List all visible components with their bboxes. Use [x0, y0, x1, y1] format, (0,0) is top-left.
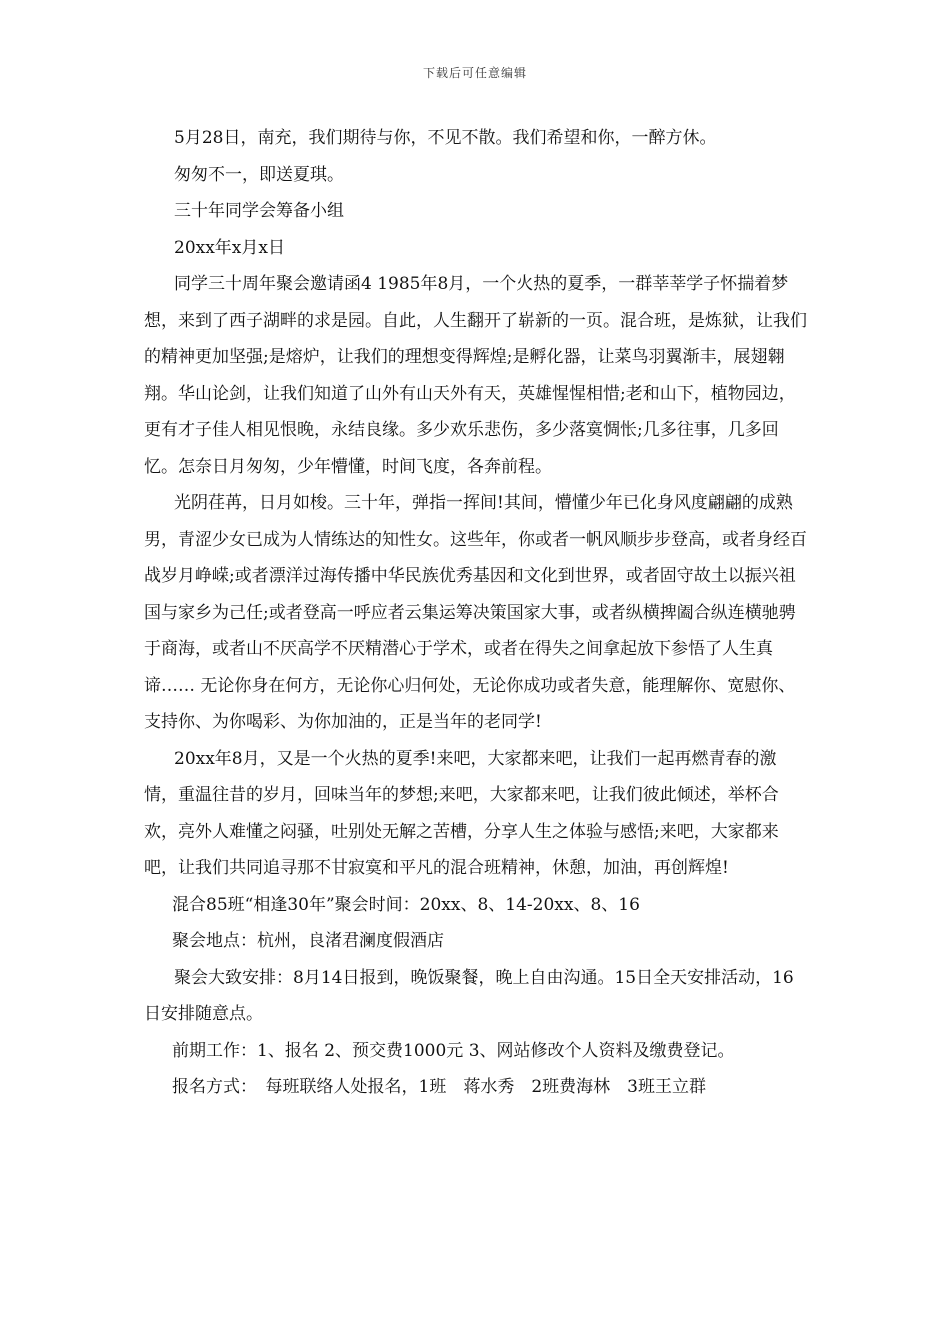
paragraph-reunion-call: 20xx年8月，又是一个火热的夏季!来吧，大家都来吧，让我们一起再燃青春的激情，重温往昔的岁月，回味当年的梦想;来吧，大家都来吧，让我们彼此倾述，举杯合欢，亮外人难懂之闷骚，吐别处无解之苦槽，分享人生之体验与感悟;来吧，大家都来吧，让我们共同追寻那不甘寂寞和平凡的混合班精神，休憩，加油，再创辉煌! [144, 748, 779, 878]
paragraph-reunion-location: 聚会地点：杭州，良渚君澜度假酒店 [172, 931, 444, 951]
paragraph-reunion-schedule: 聚会大致安排：8月14日报到，晚饭聚餐，晚上自由沟通。15日全天安排活动，16日安排随意点。 [144, 967, 794, 1024]
paragraph-signature-date: 20xx年x月x日 [174, 237, 285, 258]
paragraph-reunion-time: 混合85班“相逢30年”聚会时间：20xx、8、14-20xx、8、16 [172, 894, 640, 915]
paragraph-closing-date: 5月28日，南充，我们期待与你，不见不散。我们希望和你，一醉方休。 [174, 128, 717, 148]
document-body [144, 120, 808, 1106]
paragraph-invitation-intro: 同学三十周年聚会邀请函4 1985年8月，一个火热的夏季，一群莘莘学子怀揣着梦想，来到了西子湖畔的求是园。自此，人生翻开了崭新的一页。混合班，是炼狱，让我们的精神更加坚强;是熔炉，让我们的理想变得辉煌;是孵化器，让菜鸟羽翼渐丰，展翅翱翔。华山论剑，让我们知道了山外有山天外有天，英雄惺惺相惜;老和山下，植物园边，更有才子佳人相见恨晚，永结良缘。多少欢乐悲伤，多少落寞惆怅;几多往事，几多回忆。怎奈日月匆匆，少年懵懂，时间飞度，各奔前程。 [144, 274, 807, 477]
paragraph-preparation-work: 前期工作：1、报名 2、预交费1000元 3、网站修改个人资料及缴费登记。 [172, 1040, 735, 1061]
paragraph-signature-group: 三十年同学会筹备小组 [174, 201, 344, 221]
paragraph-thirty-years: 光阴荏苒，日月如梭。三十年，弹指一挥间!其间，懵懂少年已化身风度翩翩的成熟男，青涩少女已成为人情练达的知性女。这些年，你或者一帆风顺步步登高，或者身经百战岁月峥嵘;或者漂洋过海传播中华民族优秀基因和文化到世界，或者固守故土以振兴祖国与家乡为己任;或者登高一呼应者云集运筹决策国家大事，或者纵横捭阖合纵连横驰骋于商海，或者山不厌高学不厌精潜心于学术，或者在得失之间拿起放下参悟了人生真谛…… 无论你身在何方，无论你心归何处，无论你成功或者失意，能理解你、宽慰你、支持你、为你喝彩、为你加油的，正是当年的老同学! [144, 493, 807, 732]
paragraph-registration-method: 报名方式： 每班联络人处报名，1班 蒋水秀 2班费海林 3班王立群 [172, 1077, 706, 1097]
page-header-note: 下载后可任意编辑 [422, 66, 527, 80]
paragraph-farewell: 匆匆不一，即送夏琪。 [174, 164, 344, 185]
